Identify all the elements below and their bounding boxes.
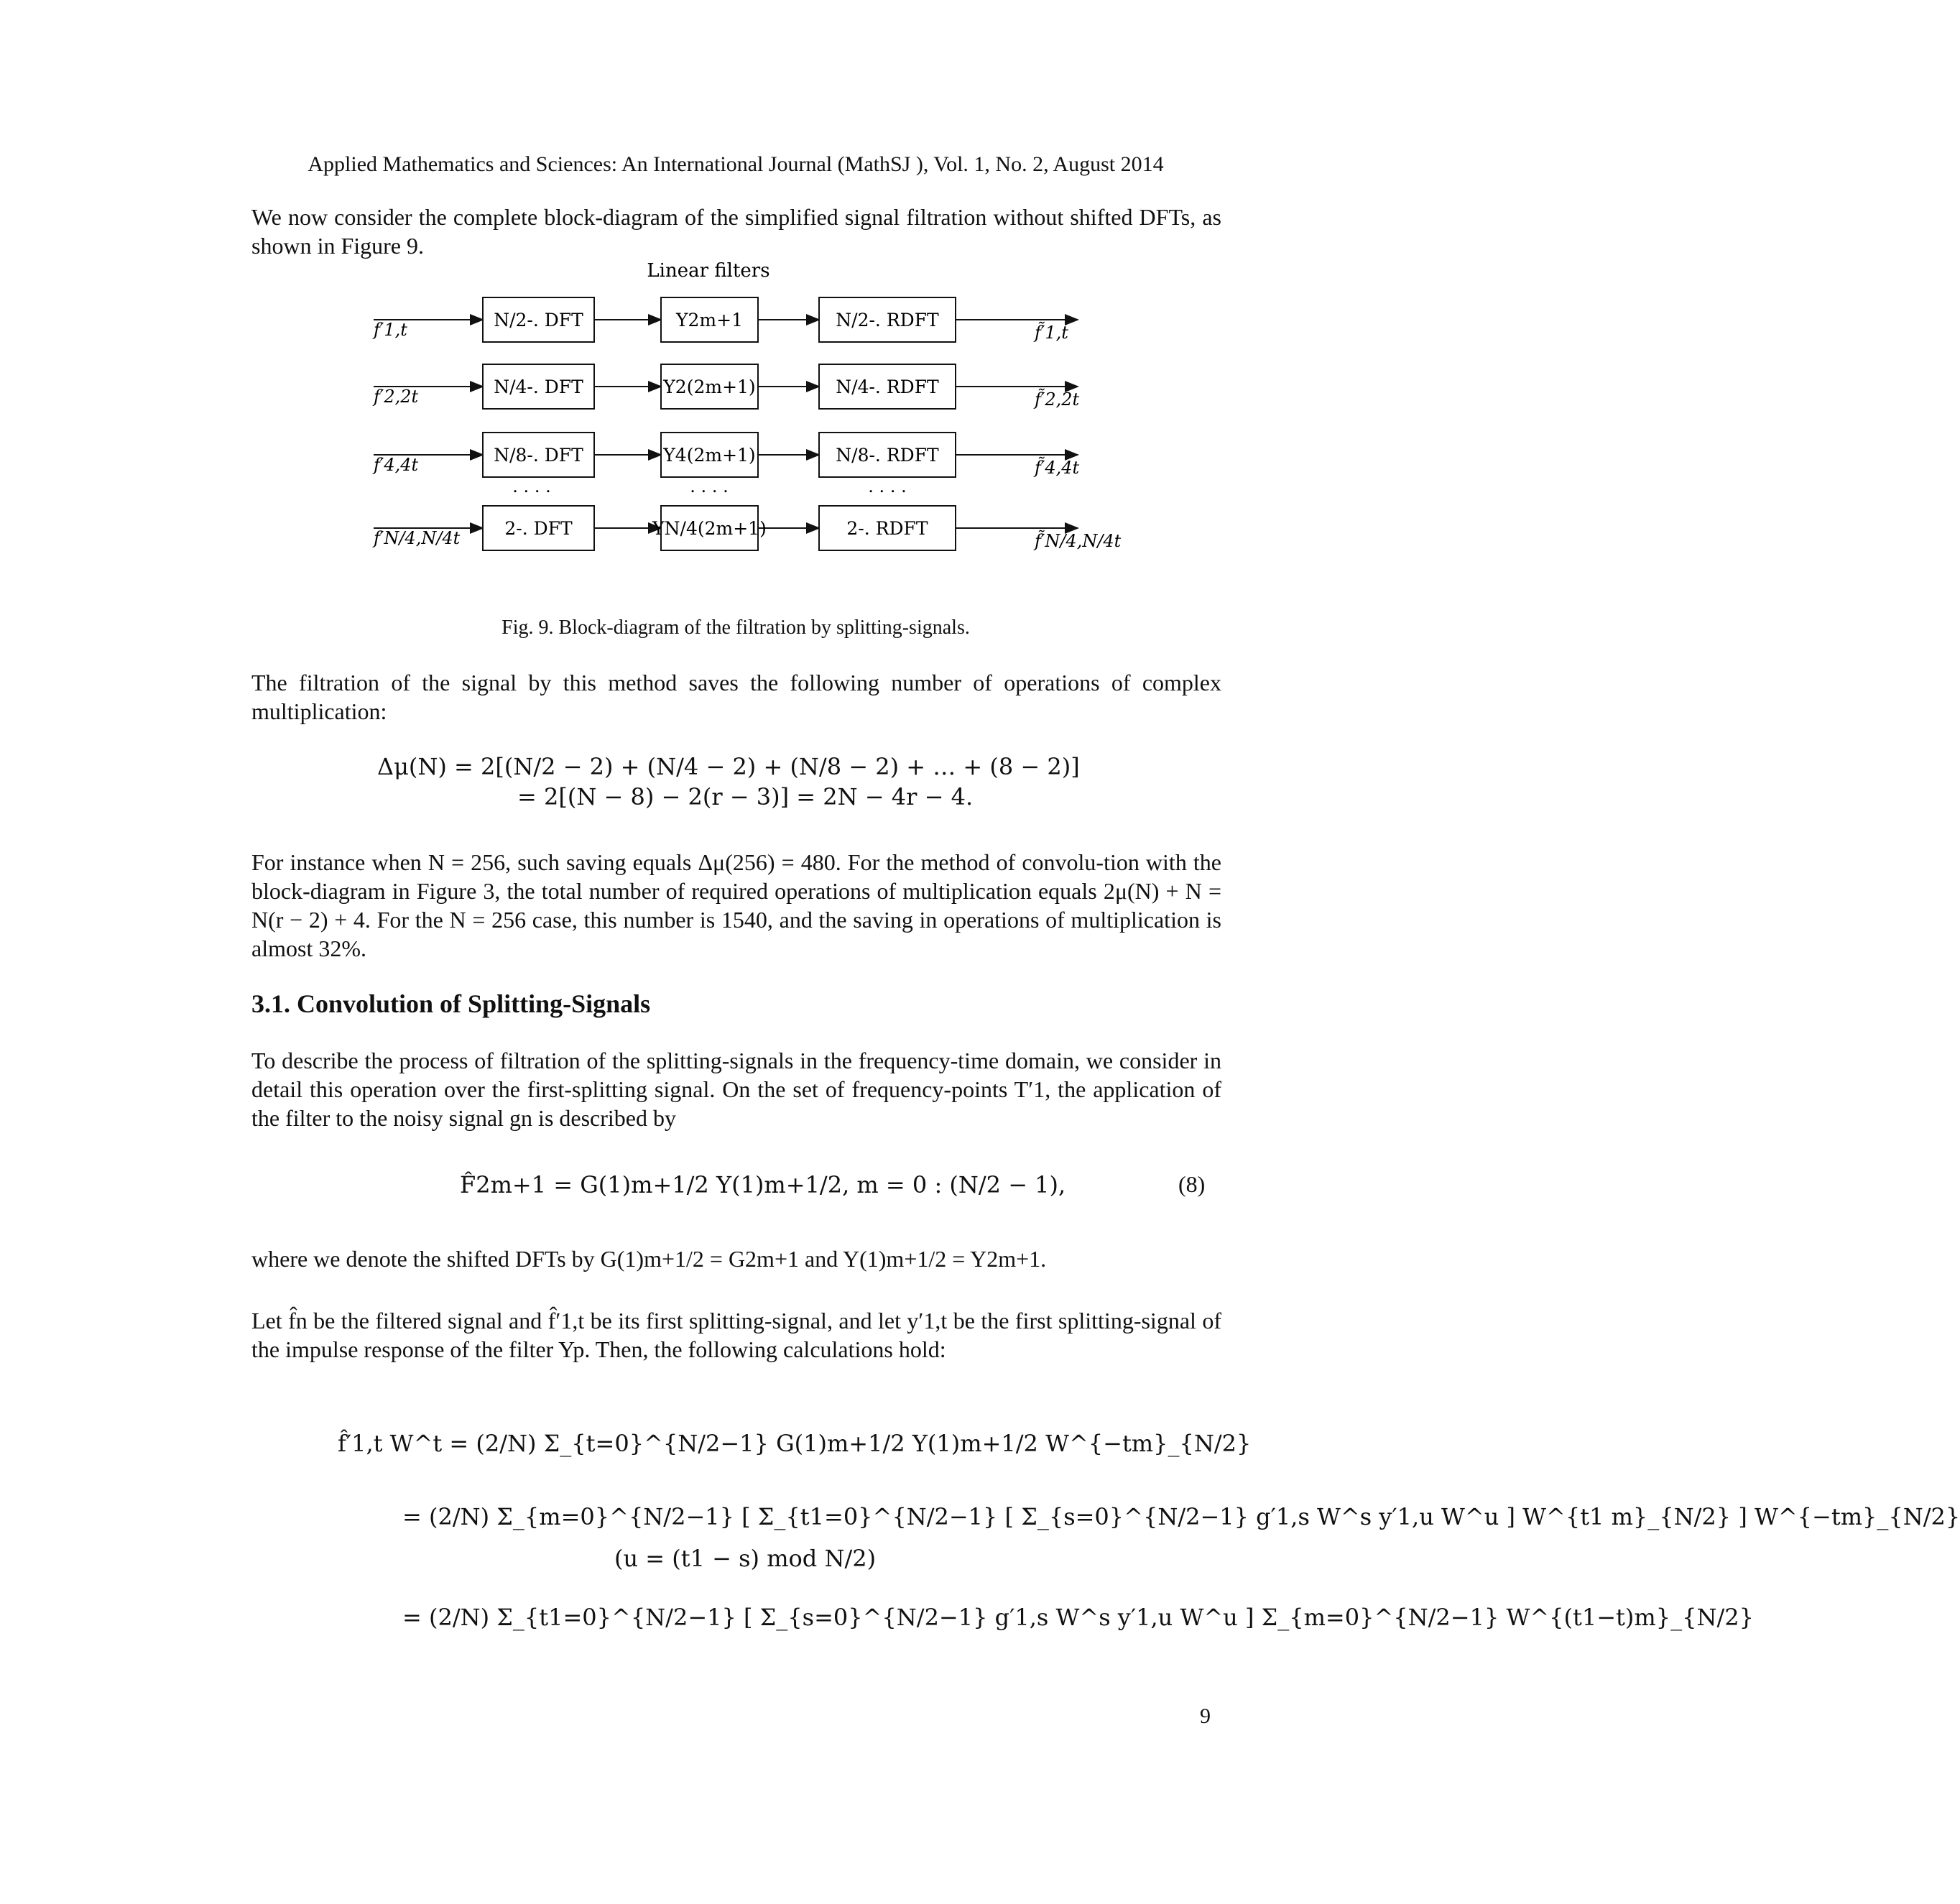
paragraph-frequency-time: To describe the process of filtration of the splitting-signals in the frequency-time domain, we consider in detail this operation over the first-splitting signal. On the set of frequency-points T′1, the application of the filter to the noisy signal gn is described by [251,1048,1221,1131]
output-signal-2: f̃′2,2t [1035,389,1080,410]
equation-block-line1: f̂′1,t W^t = (2/N) Σ_{t=0}^{N/2−1} G(1)m+1/2 Y(1)m+1/2 W^{−tm}_{N/2} [338,1430,1252,1457]
input-signal-1: f′1,t [374,320,407,340]
filter-box-label-1: Y2m+1 [676,310,743,331]
rdft-box-label-3: N/8-. RDFT [836,445,939,466]
figure-caption: Fig. 9. Block-diagram of the filtration by splitting-signals. [501,616,970,639]
filter-box-label-4: YN/4(2m+1) [652,518,767,539]
paragraph-shifted-dft: where we denote the shifted DFTs by G(1)m+1/2 = G2m+1 and Y(1)m+1/2 = Y2m+1. [251,1246,1047,1272]
filter-box-label-2: Y2(2m+1) [663,376,756,397]
ellipsis-filter: . . . . [690,476,729,496]
ellipsis-dft: . . . . [512,476,551,496]
equation-8-number: (8) [1178,1171,1206,1197]
output-signal-1: f̃′1,t [1035,323,1068,343]
equation-block-line2: = (2/N) Σ_{m=0}^{N/2−1} [ Σ_{t1=0}^{N/2−1} [ Σ_{s=0}^{N/2−1} g′1,s W^s y′1,u W^u ] W^{t1 m}_{N/2} ] W^{−tm}_{N/2} [402,1503,1960,1530]
dft-box-label-2: N/4-. DFT [494,376,583,397]
rdft-box-label-4: 2-. RDFT [846,518,928,539]
equation-delta-line2: = 2[(N − 8) − 2(r − 3)] = 2N − 4r − 4. [517,783,974,810]
equation-block-line3: (u = (t1 − s) mod N/2) [614,1545,877,1572]
block-diagram [359,255,1121,564]
dft-box-label-1: N/2-. DFT [494,310,583,331]
linear-filters-label: Linear filters [647,260,770,282]
input-signal-2: f′2,2t [374,387,419,407]
intro-paragraph: We now consider the complete block-diagram of the simplified signal filtration without shifted DFTs, as shown in Figure 9. [251,204,1221,259]
output-signal-3: f̃′4,4t [1035,458,1080,478]
paragraph-savings: The filtration of the signal by this method saves the following number of operations of complex multiplication: [251,670,1221,724]
ellipsis-rdft: . . . . [868,476,907,496]
dft-box-label-4: 2-. DFT [504,518,573,539]
rdft-box-label-1: N/2-. RDFT [836,310,939,331]
section-heading: 3.1. Convolution of Splitting-Signals [251,989,651,1018]
equation-delta-line1: Δμ(N) = 2[(N/2 − 2) + (N/4 − 2) + (N/8 − 2) + … + (8 − 2)] [377,753,1080,780]
paragraph-filtered-signal: Let f̂n be the filtered signal and f̂′1,t be its first splitting-signal, and let y′1,t be the first splitting-signal of the impulse response of the filter Yp. Then, the following calculations hold: [251,1308,1221,1362]
filter-box-label-3: Y4(2m+1) [663,445,756,466]
input-signal-4: f′N/4,N/4t [374,528,461,548]
rdft-box-label-2: N/4-. RDFT [836,376,939,397]
page-number: 9 [1200,1704,1211,1728]
output-signal-4: f̃′N/4,N/4t [1035,531,1122,551]
input-signal-3: f′4,4t [374,455,419,475]
paragraph-example: For instance when N = 256, such saving equals Δμ(256) = 480. For the method of convolu-tion with the block-diagram in Figure 3, the total number of required operations of multiplication equals 2μ(N) + N = N(r − 2) + 4. For the N = 256 case, this number is 1540, and the saving in operations of multiplication is almost 32%. [251,849,1221,961]
dft-box-label-3: N/8-. DFT [494,445,583,466]
running-header: Applied Mathematics and Sciences: An International Journal (MathSJ ), Vol. 1, No. 2, August 2014 [308,152,1164,176]
equation-8: F̂2m+1 = G(1)m+1/2 Y(1)m+1/2, m = 0 : (N/2 − 1), [460,1171,1066,1198]
equation-block-line4: = (2/N) Σ_{t1=0}^{N/2−1} [ Σ_{s=0}^{N/2−1} g′1,s W^s y′1,u W^u ] Σ_{m=0}^{N/2−1} W^{(t1−t)m}_{N/2} [402,1604,1754,1631]
